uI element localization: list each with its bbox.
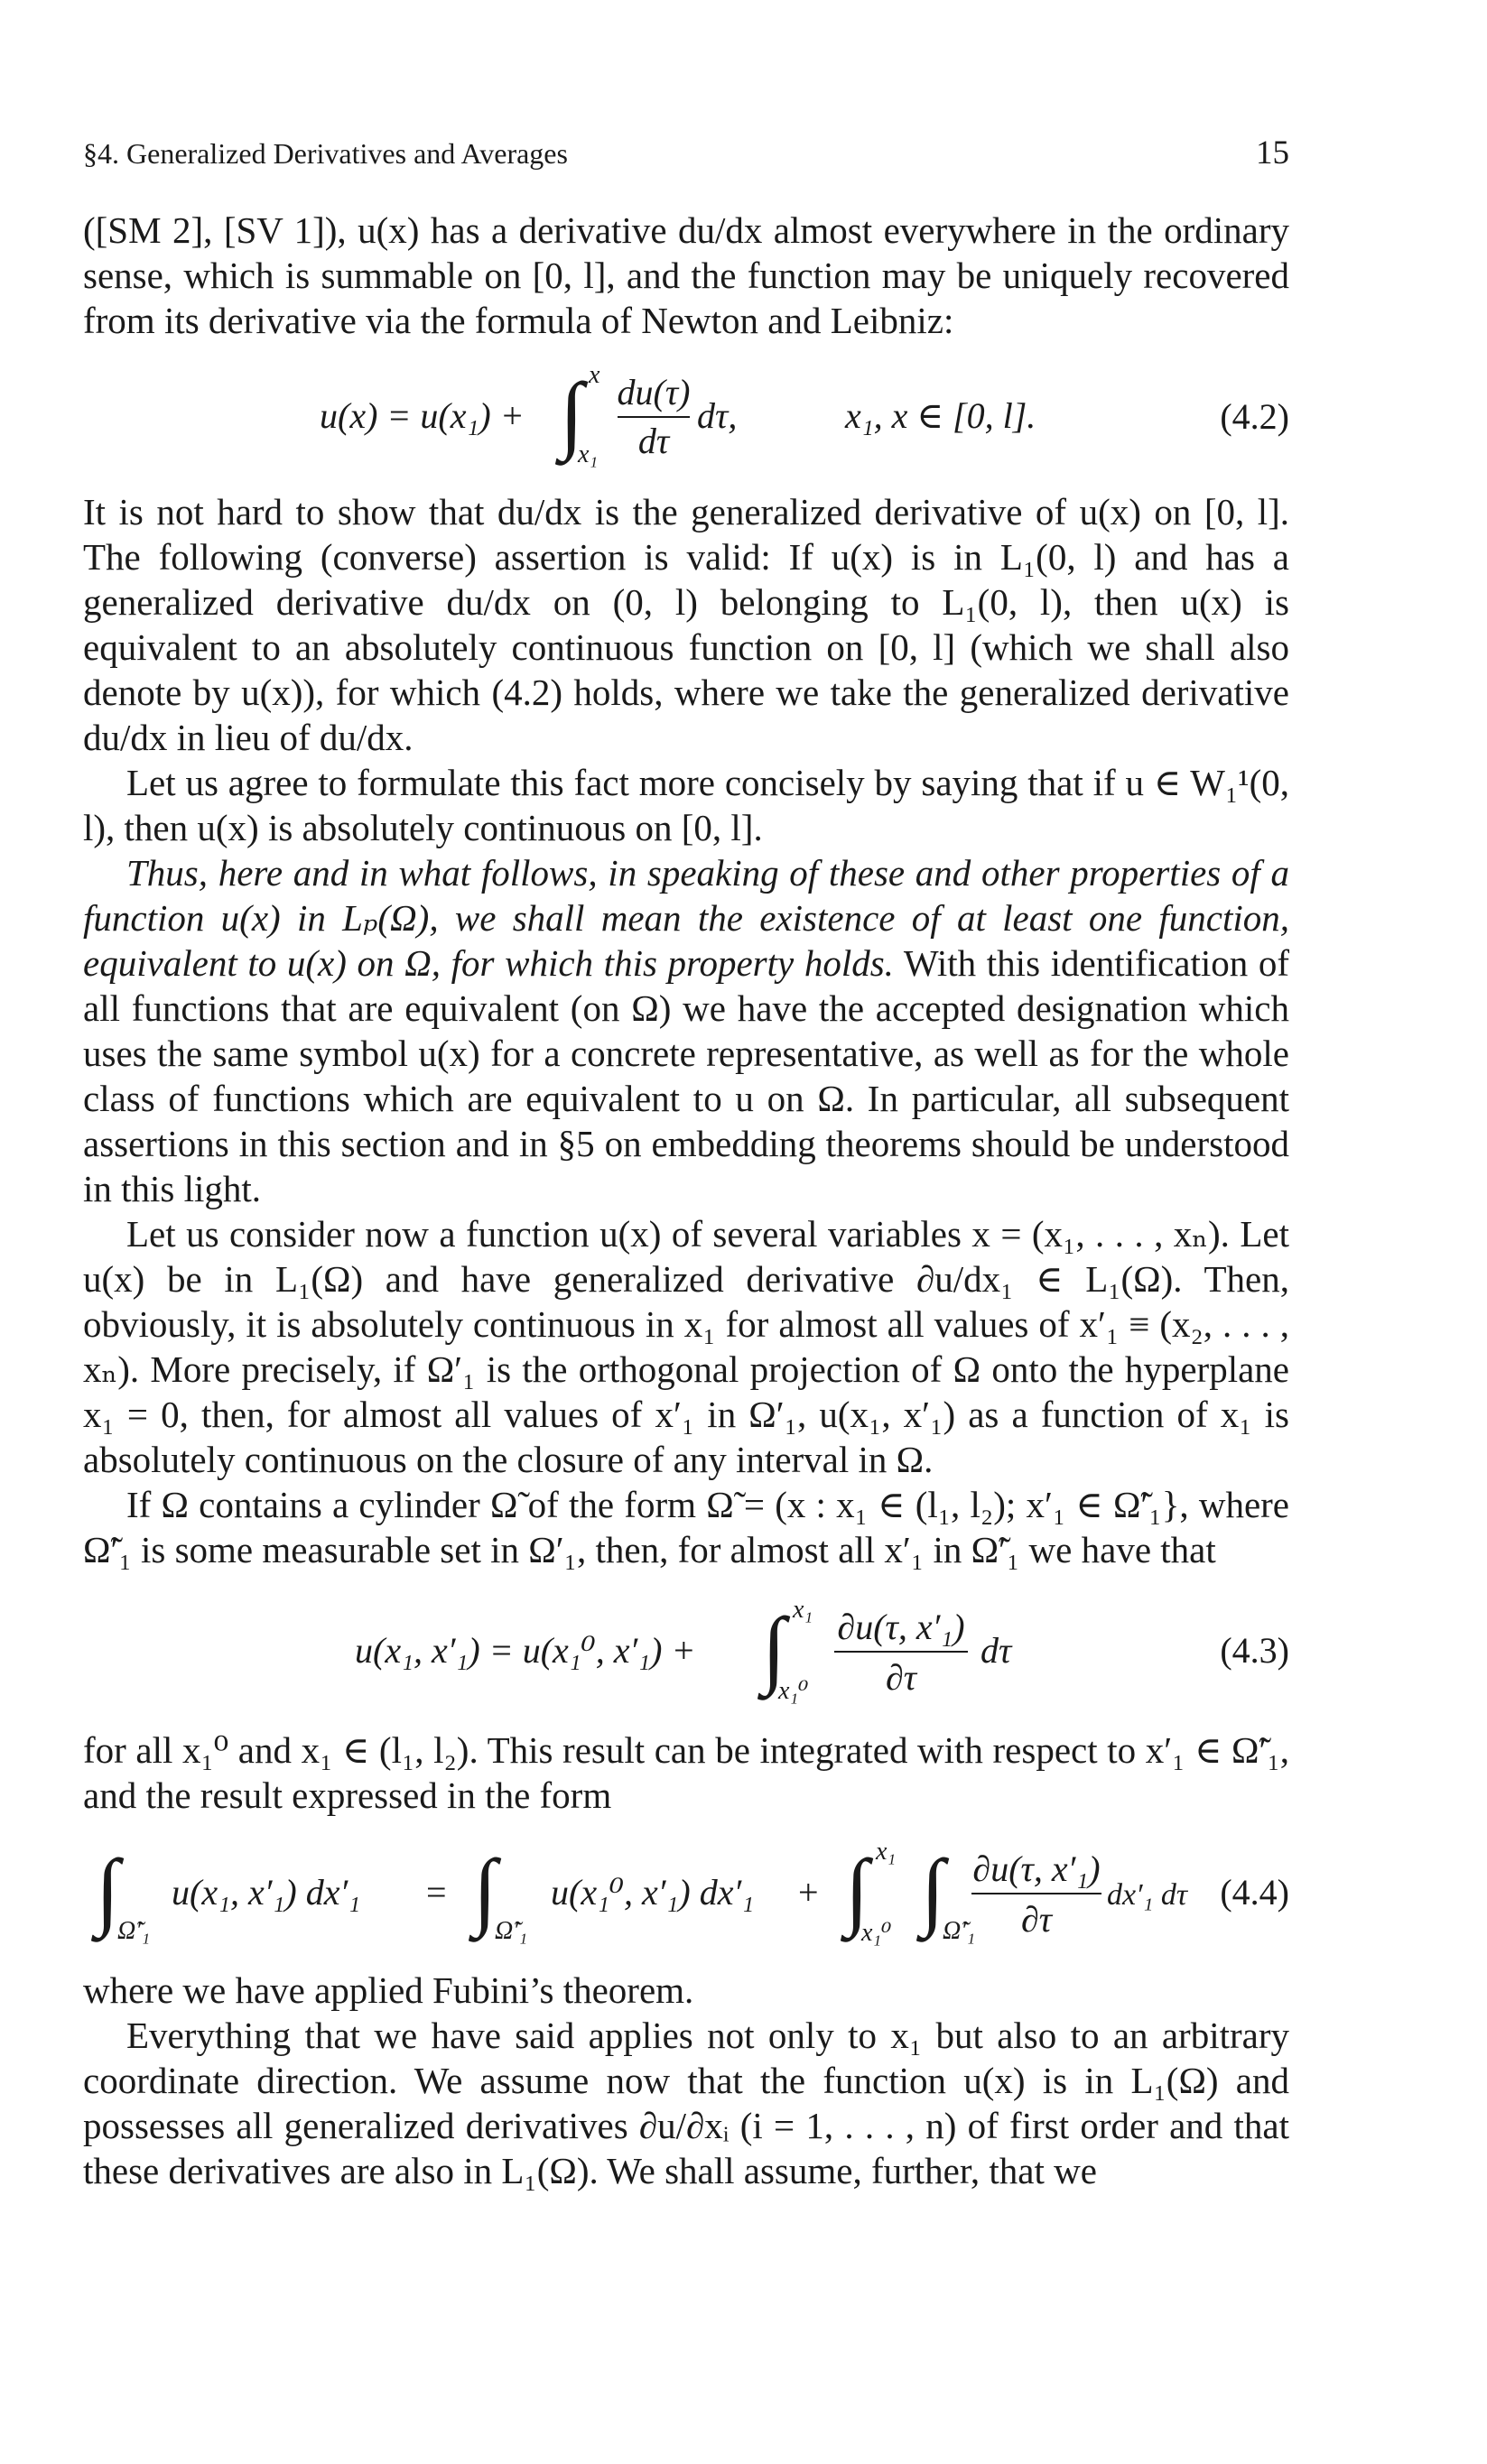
eq44-equals: = [426,1872,447,1913]
paragraph-4-emphasis: Thus, here and in what follows, in speaking of these and other properties of a function u(x) in Lₚ(Ω), we shall mean the existence of at least one function, equivalent to u(x) on Ω, for which this property holds. [83,852,1289,984]
paragraph-9: Everything that we have said applies not only to x₁ but also to an arbitrary coordinate direction. We assume now that the function u(x) is in L₁(Ω) and possesses all generalized derivatives ∂u/∂xᵢ (i = 1, . . . , n) of first order and that these derivatives are also in L₁(Ω). We shall assume, further, that we [83,2015,1289,2191]
eq44-domain-2: Ω̃′₁ [495,1917,528,1945]
eq42-integral-sign: ∫ [560,365,584,461]
equation-4-3-formula [83,1583,1154,1718]
paragraph-7: for all x₁⁰ and x₁ ∈ (l₁, l₂). This result can be integrated with respect to x′₁ ∈ Ω̃′₁, and the result expressed in the form [83,1729,1289,1816]
eq43-upper-limit: x₁ [793,1596,813,1624]
eq44-lower-limit: x₁⁰ [861,1919,892,1947]
eq44-upper-limit: x₁ [876,1838,897,1866]
running-header [83,134,1289,177]
eq42-differential: dτ, [697,395,738,436]
eq44-integral-1: ∫ [96,1841,120,1938]
page-number: 15 [1256,134,1289,171]
paragraph-4 [83,850,1289,1211]
eq42-denominator: dτ [637,421,670,461]
eq42-condition: x₁, x ∈ [0, l]. [845,395,1036,436]
equation-4-2 [83,350,1289,484]
equation-4-4-formula [83,1825,1188,1960]
paragraph-5: Let us consider now a function u(x) of several variables x = (x₁, . . . , xₙ). Let u(x) be in L₁(Ω) and have generalized derivative ∂u/dx₁ ∈ L₁(Ω). Then, obviously, it is absolutely continuous in x₁ for almost all values of x′₁ ≡ (x₂, . . . , xₙ). More precisely, if Ω′₁ is the orthogonal projection of Ω onto the hyperplane x₁ = 0, then, for almost all values of x′₁ in Ω′₁, u(x₁, x′₁) as a function of x₁ is absolutely continuous on the closure of any interval in Ω. [83,1213,1289,1480]
equation-number-4-2: (4.2) [1220,396,1289,437]
eq42-numerator: du(τ) [617,372,691,412]
equation-4-3 [83,1583,1289,1718]
eq44-numerator: ∂u(τ, x′₁) [972,1848,1101,1889]
eq43-lhs: u(x₁, x′₁) = u(x₁⁰, x′₁) + [355,1630,696,1671]
main-text [83,208,1289,2193]
eq44-term-2: u(x₁⁰, x′₁) dx′₁ [551,1872,755,1913]
eq42-upper-limit: x [589,361,600,389]
section-title: §4. Generalized Derivatives and Averages [83,137,568,170]
eq44-domain-3: Ω̃′₁ [943,1917,976,1945]
eq42-lhs: u(x) = u(x₁) + [320,395,525,436]
paragraph-8: where we have applied Fubini’s theorem. [83,1969,694,2011]
paragraph-1: ([SM 2], [SV 1]), u(x) has a derivative du/dx almost everywhere in the ordinary sense, which is summable on [0, l], and the function may be uniquely recovered from its derivative via the formula of Newton and Leibniz: [83,209,1289,341]
paragraph-3: Let us agree to formulate this fact more concisely by saying that if u ∈ W₁¹(0, l), then u(x) is absolutely continuous on [0, l]. [83,762,1289,848]
eq43-lower-limit: x₁⁰ [778,1677,809,1705]
eq43-differential: dτ [980,1630,1012,1671]
equation-number-4-4: (4.4) [1220,1872,1289,1913]
equation-4-4 [83,1825,1289,1960]
paragraph-4-rest: With this identification of all functions that are equivalent (on Ω) we have the accepted designation which uses the same symbol u(x) for a concrete representative, as well as for the whole class of functions which are equivalent to u on Ω. In particular, all subsequent assertions in this section and in §5 on embedding theorems should be understood in this light. [83,942,1290,1209]
eq44-plus: + [798,1872,819,1913]
eq44-integral-2: ∫ [473,1841,497,1938]
eq44-integral-3: ∫ [845,1841,869,1938]
eq44-domain-1: Ω̃′₁ [117,1917,151,1945]
eq43-denominator: ∂τ [885,1657,917,1698]
eq44-denominator: ∂τ [1020,1899,1053,1940]
eq44-term-1: u(x₁, x′₁) dx′₁ [172,1872,361,1913]
paragraph-2: It is not hard to show that du/dx is the generalized derivative of u(x) on [0, l]. The following (converse) assertion is valid: If u(x) is in L₁(0, l) and has a generalized derivative du/dx on (0, l) belonging to L₁(0, l), then u(x) is equivalent to an absolutely continuous function on [0, l] (which we shall also denote by u(x)), for which (4.2) holds, where we take the generalized derivative du/dx in lieu of du/dx. [83,491,1289,758]
eq43-numerator: ∂u(τ, x′₁) [837,1607,965,1647]
eq44-differential: dx′₁ dτ [1107,1878,1188,1912]
eq42-lower-limit: x₁ [578,440,599,468]
eq43-integral-sign: ∫ [762,1599,786,1696]
paragraph-6: If Ω contains a cylinder Ω̃ of the form Ω̃ = (x : x₁ ∈ (l₁, l₂); x′₁ ∈ Ω̃′₁}, where Ω̃′₁ is some measurable set in Ω′₁, then, for almost all x′₁ in Ω̃′₁ we have that [83,1484,1289,1570]
equation-number-4-3: (4.3) [1220,1630,1289,1671]
equation-4-2-formula [83,350,1154,484]
eq44-integral-4: ∫ [921,1841,945,1938]
